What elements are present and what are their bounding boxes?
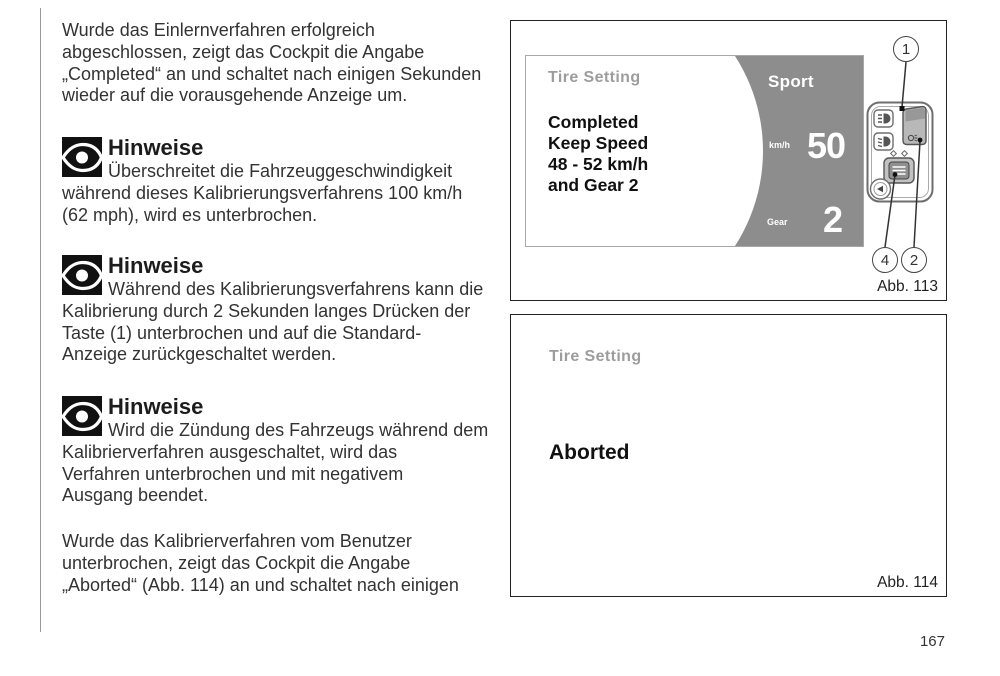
- page-number: 167: [919, 633, 945, 650]
- text-line: Wurde das Einlernverfahren erfolgreich: [62, 20, 375, 40]
- text-line: 48 - 52 km/h: [548, 154, 649, 174]
- display-message: Aborted: [549, 441, 630, 464]
- text-line: während dieses Kalibrierungsverfahrens 100 km/h: [62, 182, 463, 203]
- figure-caption: Abb. 114: [877, 574, 938, 591]
- text-line: Verfahren unterbrochen und mit negativem: [62, 463, 404, 484]
- text-line: Wurde das Kalibrierverfahren vom Benutzer: [62, 531, 412, 551]
- callout-4: 4: [872, 247, 898, 273]
- text-line: (62 mph), wird es unterbrochen.: [62, 204, 318, 225]
- note-block-speed-limit: [62, 135, 510, 226]
- note-eye-icon: [62, 255, 102, 295]
- figure-abb-114: [510, 314, 947, 597]
- text-line: Completed: [548, 112, 639, 132]
- text-line: Wird die Zündung des Fahrzeugs während dem: [108, 420, 489, 440]
- text-line: wieder auf die vorausgehende Anzeige um.: [62, 85, 408, 106]
- text-line: Keep Speed: [548, 133, 649, 153]
- text-line: Kalibrierung durch 2 Sekunden langes Drücken der: [62, 300, 471, 321]
- display-title: Tire Setting: [548, 69, 641, 86]
- text-line: unterbrochen, zeigt das Cockpit die Angabe: [62, 552, 411, 573]
- note-eye-icon: [62, 396, 102, 436]
- note-heading: Hinweise: [108, 394, 204, 419]
- note-heading: Hinweise: [108, 135, 204, 160]
- paragraph-aborted: [62, 531, 510, 596]
- text-line: and Gear 2: [548, 175, 639, 195]
- text-line: Anzeige zurückgeschaltet werden.: [62, 344, 337, 365]
- gear-label: Gear: [767, 217, 788, 227]
- text-line: Kalibrierverfahren ausgeschaltet, wird das: [62, 441, 398, 462]
- riding-mode-label: Sport: [768, 72, 814, 91]
- note-eye-icon: [62, 137, 102, 177]
- text-line: „Completed“ an und schaltet nach einigen Sekunden: [62, 63, 482, 84]
- display-title: Tire Setting: [549, 348, 642, 365]
- paragraph-completed: [62, 20, 510, 107]
- text-line: Während des Kalibrierungsverfahrens kann die: [108, 279, 484, 299]
- text-line: „Aborted“ (Abb. 114) an und schaltet nach einigen: [62, 574, 459, 595]
- left-margin-rule: [40, 8, 41, 632]
- callout-1: 1: [893, 36, 919, 62]
- text-line: Taste (1) unterbrochen und auf die Standard-: [62, 322, 422, 343]
- note-block-ignition-off: [62, 394, 510, 507]
- text-line: Ausgang beendet.: [62, 485, 209, 506]
- speed-unit-label: km/h: [769, 140, 791, 150]
- gear-value: 2: [822, 199, 843, 240]
- figure-caption: Abb. 113: [877, 278, 938, 295]
- speed-value: 50: [806, 125, 845, 166]
- text-line: abgeschlossen, zeigt das Cockpit die Angabe: [62, 41, 425, 62]
- text-line: Überschreitet die Fahrzeuggeschwindigkeit: [108, 161, 453, 181]
- note-block-abort-button: [62, 253, 510, 366]
- callout-2: 2: [901, 247, 927, 273]
- figure-abb-113: [510, 20, 947, 301]
- note-heading: Hinweise: [108, 253, 204, 278]
